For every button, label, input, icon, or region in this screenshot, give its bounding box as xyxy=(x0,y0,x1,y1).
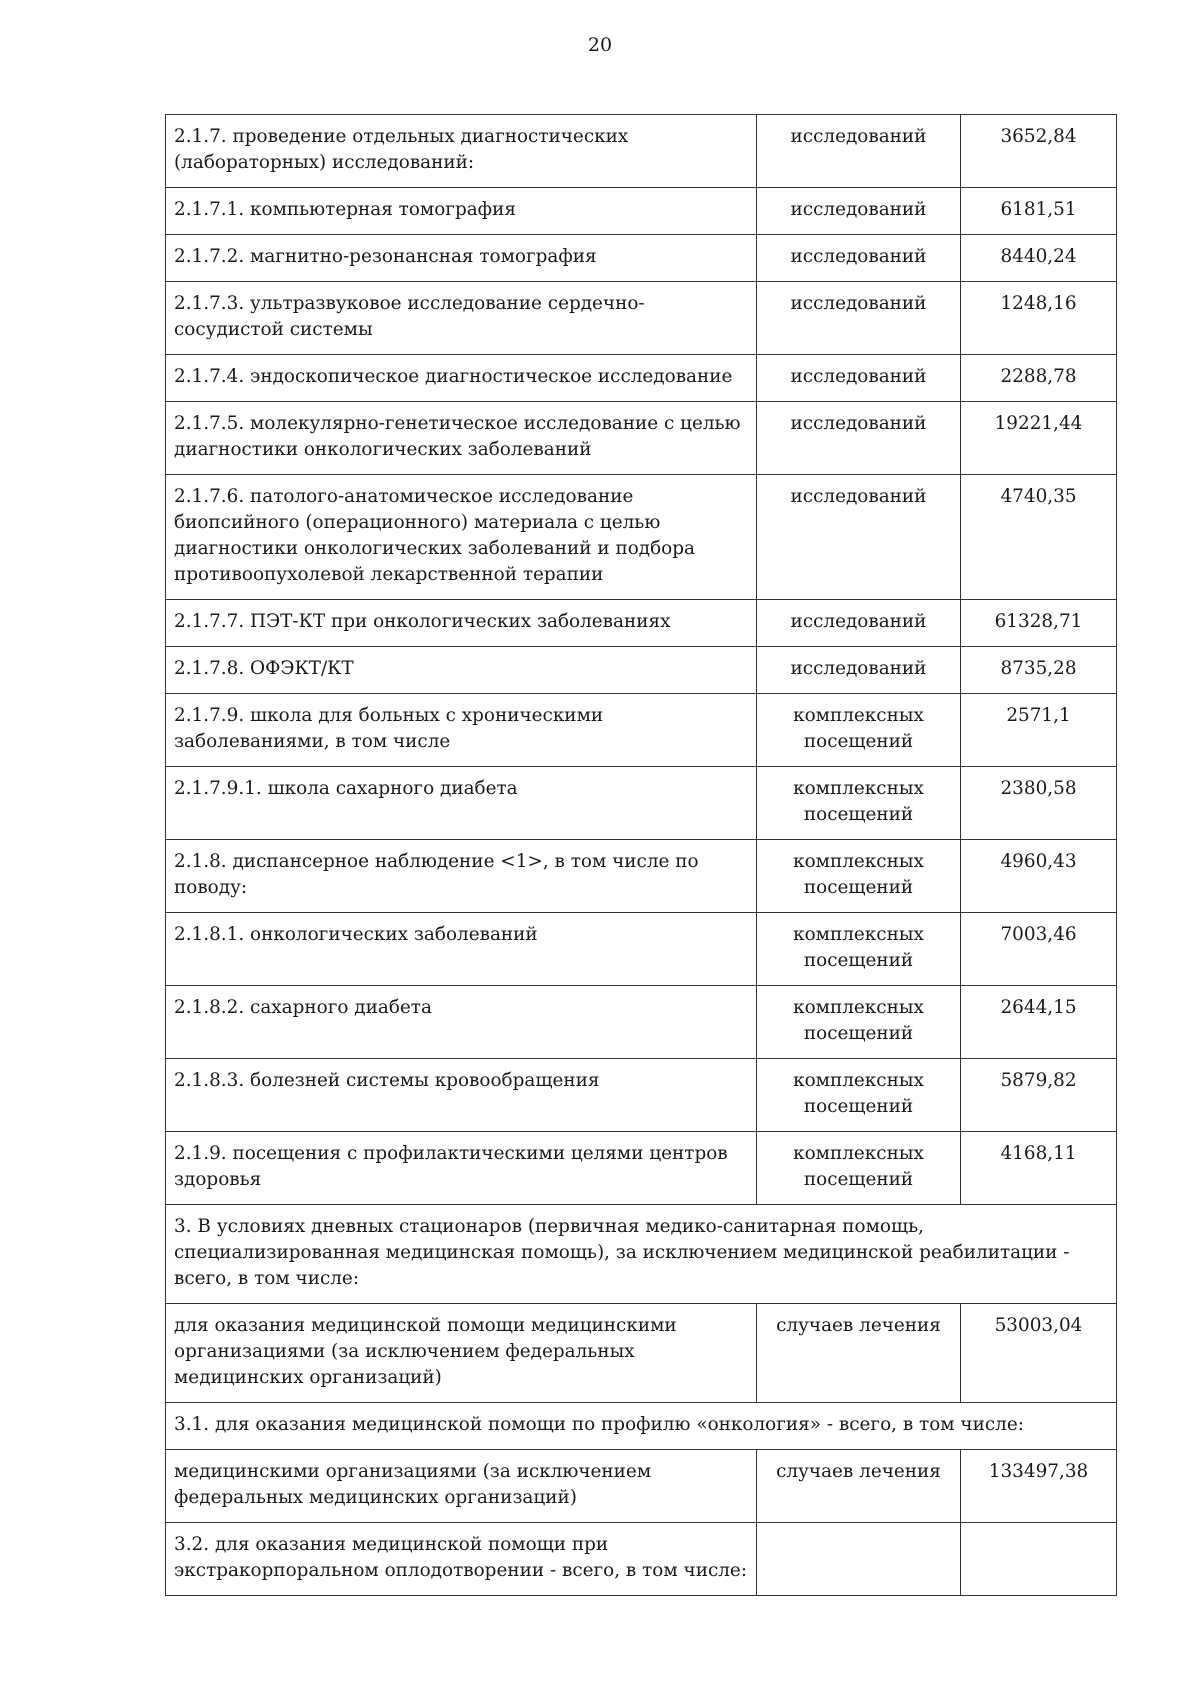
indicator-name-cell: 2.1.8.2. сахарного диабета xyxy=(166,986,757,1059)
indicator-name-cell: 2.1.7.6. патолого-анатомическое исследование биопсийного (операционного) материала с целью диагностики онкологических заболеваний и подбора противоопухолевой лекарственной терапии xyxy=(166,475,757,600)
section-row xyxy=(166,1205,1117,1304)
table-row xyxy=(166,1132,1117,1205)
unit-cell xyxy=(757,1523,961,1596)
table-row xyxy=(166,767,1117,840)
table-row xyxy=(166,235,1117,282)
value-cell: 53003,04 xyxy=(961,1304,1117,1403)
table-row xyxy=(166,1450,1117,1523)
unit-cell: исследований xyxy=(757,475,961,600)
value-cell: 7003,46 xyxy=(961,913,1117,986)
table-row xyxy=(166,694,1117,767)
unit-cell: комплексных посещений xyxy=(757,1059,961,1132)
section-heading: 3.1. для оказания медицинской помощи по профилю «онкология» - всего, в том числе: xyxy=(166,1403,1117,1450)
indicator-name-cell: 2.1.7. проведение отдельных диагностических (лабораторных) исследований: xyxy=(166,115,757,188)
indicator-name-cell: 2.1.7.7. ПЭТ-КТ при онкологических заболеваниях xyxy=(166,600,757,647)
section-row xyxy=(166,1403,1117,1450)
indicator-name-cell: для оказания медицинской помощи медицинскими организациями (за исключением федеральных медицинских организаций) xyxy=(166,1304,757,1403)
value-cell: 2644,15 xyxy=(961,986,1117,1059)
value-cell: 61328,71 xyxy=(961,600,1117,647)
value-cell: 19221,44 xyxy=(961,402,1117,475)
value-cell: 5879,82 xyxy=(961,1059,1117,1132)
value-cell: 2288,78 xyxy=(961,355,1117,402)
unit-cell: исследований xyxy=(757,115,961,188)
value-cell: 4740,35 xyxy=(961,475,1117,600)
unit-cell: комплексных посещений xyxy=(757,840,961,913)
unit-cell: исследований xyxy=(757,402,961,475)
value-cell: 133497,38 xyxy=(961,1450,1117,1523)
indicator-name-cell: медицинскими организациями (за исключением федеральных медицинских организаций) xyxy=(166,1450,757,1523)
table-row xyxy=(166,1523,1117,1596)
table-row xyxy=(166,282,1117,355)
table-row xyxy=(166,402,1117,475)
value-cell: 2380,58 xyxy=(961,767,1117,840)
value-cell: 8440,24 xyxy=(961,235,1117,282)
value-cell: 3652,84 xyxy=(961,115,1117,188)
unit-cell: случаев лечения xyxy=(757,1450,961,1523)
unit-cell: случаев лечения xyxy=(757,1304,961,1403)
unit-cell: исследований xyxy=(757,647,961,694)
table-row xyxy=(166,600,1117,647)
unit-cell: исследований xyxy=(757,355,961,402)
value-cell xyxy=(961,1523,1117,1596)
indicator-name-cell: 3.2. для оказания медицинской помощи при экстракорпоральном оплодотворении - всего, в том числе: xyxy=(166,1523,757,1596)
indicator-name-cell: 2.1.8.1. онкологических заболеваний xyxy=(166,913,757,986)
unit-cell: исследований xyxy=(757,282,961,355)
table-row xyxy=(166,986,1117,1059)
table-row xyxy=(166,840,1117,913)
table-row xyxy=(166,475,1117,600)
section-heading: 3. В условиях дневных стационаров (первичная медико-санитарная помощь, специализированная медицинская помощь), за исключением медицинской реабилитации - всего, в том числе: xyxy=(166,1205,1117,1304)
indicator-name-cell: 2.1.8. диспансерное наблюдение <1>, в том числе по поводу: xyxy=(166,840,757,913)
indicator-name-cell: 2.1.9. посещения с профилактическими целями центров здоровья xyxy=(166,1132,757,1205)
table-row xyxy=(166,355,1117,402)
table-row xyxy=(166,647,1117,694)
value-cell: 8735,28 xyxy=(961,647,1117,694)
indicator-name-cell: 2.1.7.9.1. школа сахарного диабета xyxy=(166,767,757,840)
table-row xyxy=(166,188,1117,235)
unit-cell: комплексных посещений xyxy=(757,913,961,986)
indicator-name-cell: 2.1.7.1. компьютерная томография xyxy=(166,188,757,235)
table-body xyxy=(166,115,1117,1596)
unit-cell: комплексных посещений xyxy=(757,767,961,840)
indicator-name-cell: 2.1.7.8. ОФЭКТ/КТ xyxy=(166,647,757,694)
indicator-name-cell: 2.1.7.3. ультразвуковое исследование сердечно-сосудистой системы xyxy=(166,282,757,355)
indicator-name-cell: 2.1.7.5. молекулярно-генетическое исследование с целью диагностики онкологических заболеваний xyxy=(166,402,757,475)
value-cell: 2571,1 xyxy=(961,694,1117,767)
unit-cell: комплексных посещений xyxy=(757,1132,961,1205)
indicator-name-cell: 2.1.7.2. магнитно-резонансная томография xyxy=(166,235,757,282)
table-row xyxy=(166,1304,1117,1403)
value-cell: 6181,51 xyxy=(961,188,1117,235)
value-cell: 4960,43 xyxy=(961,840,1117,913)
unit-cell: исследований xyxy=(757,600,961,647)
unit-cell: исследований xyxy=(757,188,961,235)
indicator-name-cell: 2.1.7.4. эндоскопическое диагностическое исследование xyxy=(166,355,757,402)
table-row xyxy=(166,115,1117,188)
unit-cell: комплексных посещений xyxy=(757,694,961,767)
table-row xyxy=(166,1059,1117,1132)
value-cell: 1248,16 xyxy=(961,282,1117,355)
indicator-name-cell: 2.1.8.3. болезней системы кровообращения xyxy=(166,1059,757,1132)
tariff-table xyxy=(165,114,1117,1596)
value-cell: 4168,11 xyxy=(961,1132,1117,1205)
unit-cell: комплексных посещений xyxy=(757,986,961,1059)
table-row xyxy=(166,913,1117,986)
unit-cell: исследований xyxy=(757,235,961,282)
indicator-name-cell: 2.1.7.9. школа для больных с хроническими заболеваниями, в том числе xyxy=(166,694,757,767)
page-number: 20 xyxy=(587,34,613,56)
